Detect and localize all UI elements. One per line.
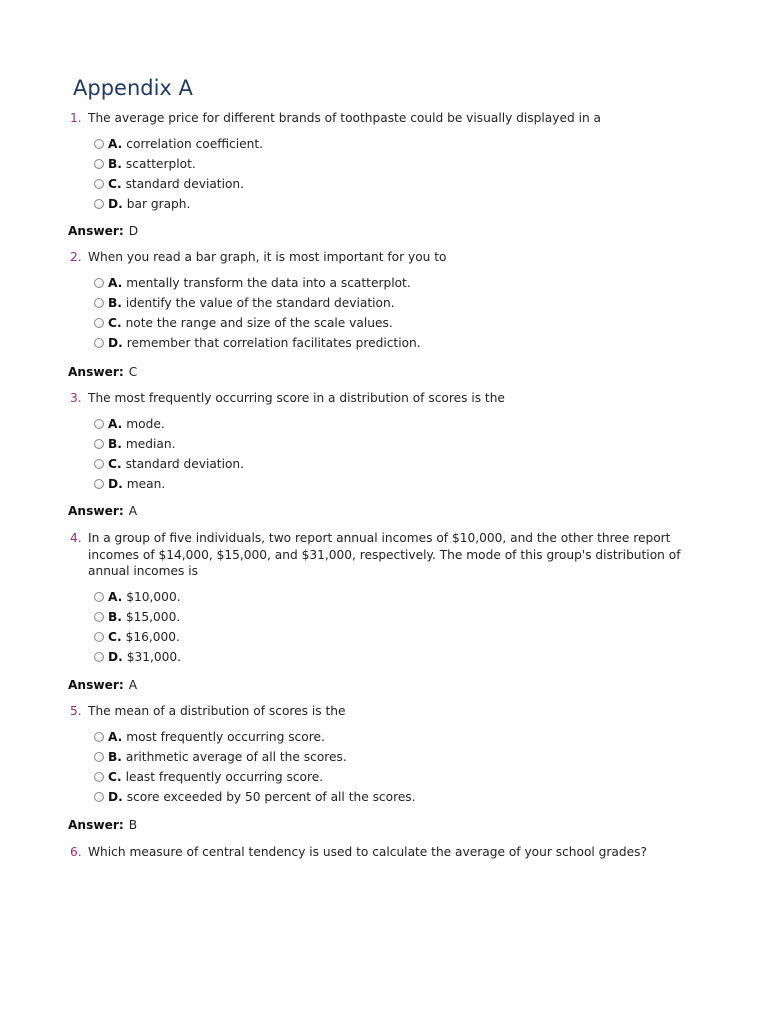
option-d[interactable] [94,333,710,353]
option-c[interactable] [94,174,710,194]
option-c[interactable] [94,454,710,474]
question-text: Which measure of central tendency is used to calculate the average of your school grades? [88,845,647,859]
option-letter: D. [108,336,123,351]
radio-icon[interactable] [94,459,104,469]
option-letter: B. [108,295,122,310]
question-number: 3. [70,391,82,405]
answer-2 [68,364,137,380]
radio-icon[interactable] [94,592,104,602]
question-number: 6. [70,845,82,859]
option-text: $16,000. [125,629,180,644]
answer-value: A [128,678,138,692]
options-list [94,587,710,668]
option-text: least frequently occurring score. [125,769,324,784]
option-letter: D. [108,650,123,665]
option-d[interactable] [94,647,710,667]
answer-value: A [128,504,138,518]
question-5 [70,703,710,807]
radio-icon[interactable] [94,298,104,308]
option-text: most frequently occurring score. [126,729,325,744]
answer-label: Answer: [68,224,124,238]
option-text: $15,000. [125,609,181,624]
radio-icon[interactable] [94,612,104,622]
option-text: $31,000. [126,650,182,665]
radio-icon[interactable] [94,139,104,149]
radio-icon[interactable] [94,159,104,169]
answer-value: C [128,365,138,379]
option-letter: B. [108,749,122,764]
option-c[interactable] [94,313,710,333]
option-letter: D. [108,197,123,212]
answer-label: Answer: [68,818,124,832]
option-text: note the range and size of the scale values. [125,315,393,330]
radio-icon[interactable] [94,732,104,742]
question-text: When you read a bar graph, it is most important for you to [88,250,447,264]
option-text: mode. [126,416,165,431]
option-b[interactable] [94,607,710,627]
answer-4 [68,677,137,693]
question-1 [70,110,710,214]
option-text: mentally transform the data into a scatterplot. [126,275,411,290]
options-list [94,273,710,354]
option-c[interactable] [94,767,710,787]
radio-icon[interactable] [94,652,104,662]
option-letter: B. [108,436,122,451]
option-text: standard deviation. [125,456,245,471]
option-letter: C. [108,629,122,644]
question-3 [70,390,710,494]
option-letter: A. [108,275,123,290]
option-b[interactable] [94,293,710,313]
answer-3 [68,503,137,519]
option-d[interactable] [94,194,710,214]
option-b[interactable] [94,434,710,454]
radio-icon[interactable] [94,752,104,762]
question-4 [70,530,710,667]
option-a[interactable] [94,587,710,607]
option-letter: C. [108,176,122,191]
option-b[interactable] [94,154,710,174]
option-letter: C. [108,769,122,784]
options-list [94,727,710,808]
question-text: The most frequently occurring score in a distribution of scores is the [88,391,505,405]
option-a[interactable] [94,134,710,154]
option-text: identify the value of the standard deviation. [125,295,395,310]
option-text: scatterplot. [125,156,196,171]
option-letter: D. [108,477,123,492]
question-6 [70,844,710,861]
option-text: remember that correlation facilitates prediction. [126,336,421,351]
option-text: bar graph. [126,197,191,212]
option-d[interactable] [94,474,710,494]
option-letter: A. [108,589,123,604]
answer-value: D [128,224,139,238]
radio-icon[interactable] [94,792,104,802]
answer-value: B [128,818,138,832]
option-text: mean. [126,477,166,492]
option-text: $10,000. [126,589,181,604]
question-number: 2. [70,250,82,264]
option-letter: D. [108,790,123,805]
radio-icon[interactable] [94,439,104,449]
answer-label: Answer: [68,504,124,518]
option-a[interactable] [94,273,710,293]
radio-icon[interactable] [94,318,104,328]
radio-icon[interactable] [94,278,104,288]
radio-icon[interactable] [94,338,104,348]
option-text: median. [125,436,176,451]
question-number: 5. [70,704,82,718]
option-text: arithmetic average of all the scores. [125,749,347,764]
option-letter: A. [108,136,123,151]
option-a[interactable] [94,414,710,434]
options-list [94,414,710,495]
option-d[interactable] [94,787,710,807]
option-letter: A. [108,416,123,431]
option-text: standard deviation. [125,176,245,191]
question-number: 4. [70,531,82,545]
option-a[interactable] [94,727,710,747]
question-text: The average price for different brands of toothpaste could be visually displayed in a [88,111,602,125]
radio-icon[interactable] [94,772,104,782]
option-text: score exceeded by 50 percent of all the scores. [126,790,416,805]
answer-label: Answer: [68,678,124,692]
question-text: In a group of five individuals, two report annual incomes of $10,000, and the other three report incomes of $14,000, $15,000, and $31,000, respectively. The mode of this group's distribution of annual incomes is [88,531,681,578]
question-2 [70,249,710,353]
option-text: correlation coefficient. [126,136,263,151]
option-c[interactable] [94,627,710,647]
page-title: Appendix A [73,76,193,100]
option-letter: B. [108,609,122,624]
option-b[interactable] [94,747,710,767]
question-text: The mean of a distribution of scores is the [88,704,346,718]
option-letter: A. [108,729,123,744]
option-letter: C. [108,456,122,471]
answer-label: Answer: [68,365,124,379]
radio-icon[interactable] [94,199,104,209]
option-letter: B. [108,156,122,171]
answer-1 [68,223,138,239]
radio-icon[interactable] [94,179,104,189]
radio-icon[interactable] [94,632,104,642]
option-letter: C. [108,315,122,330]
radio-icon[interactable] [94,419,104,429]
question-number: 1. [70,111,82,125]
answer-5 [68,817,137,833]
options-list [94,134,710,215]
radio-icon[interactable] [94,479,104,489]
